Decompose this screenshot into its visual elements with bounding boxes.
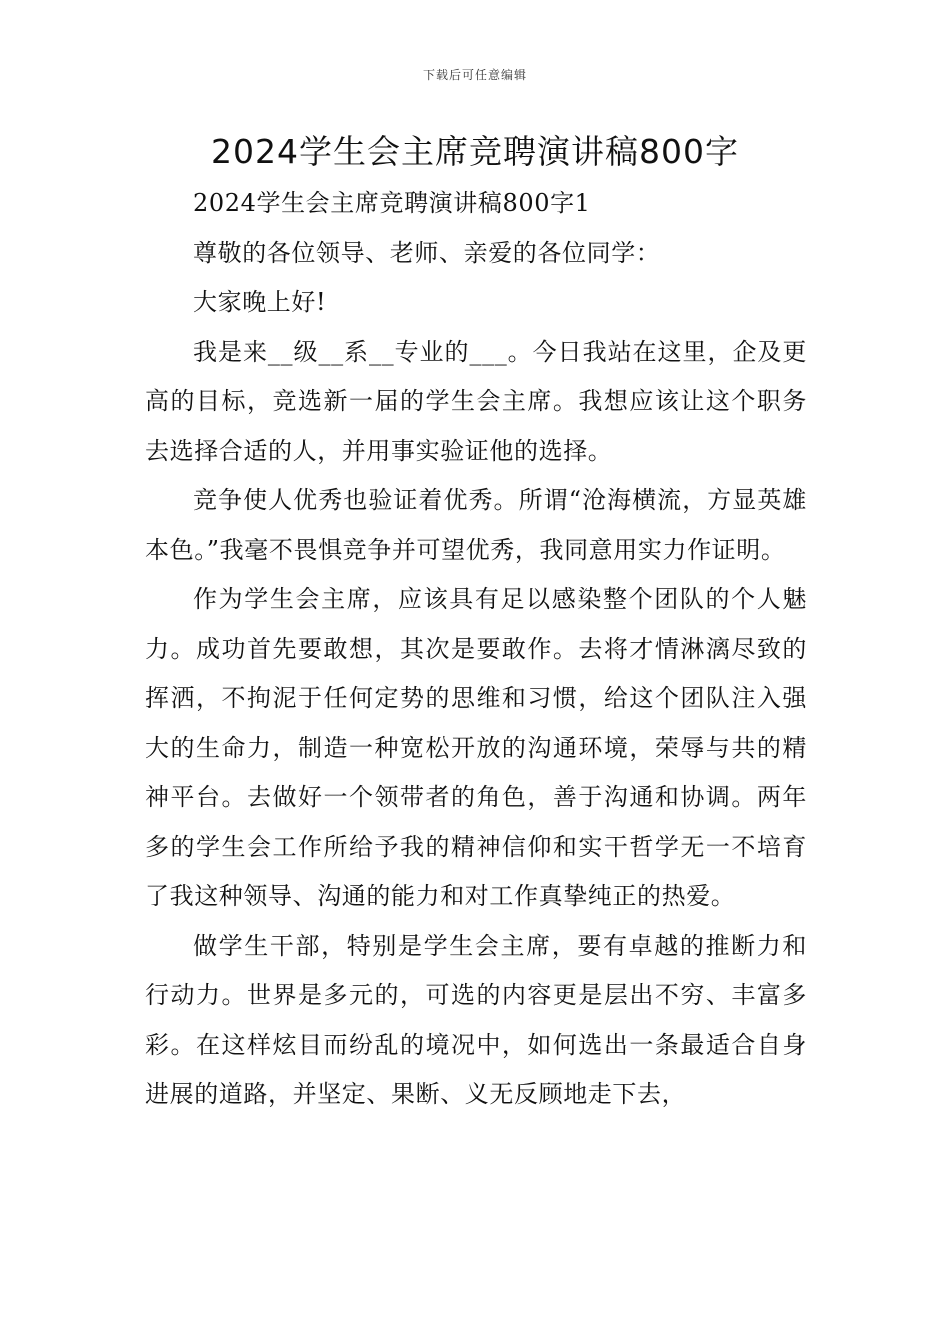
header-note: 下载后可任意编辑 [422,68,527,82]
greeting-paragraph: 大家晚上好! [193,288,327,316]
body-paragraph: 竞争使人优秀也验证着优秀。所谓“沧海横流，方显英雄本色。”我毫不畏惧竞争并可望优秀，我同意用实力作证明。 [145,486,807,564]
document-title: 2024学生会主席竞聘演讲稿800字 [211,132,739,171]
subtitle-paragraph: 2024学生会主席竞聘演讲稿800字1 [193,189,591,217]
body-paragraph: 做学生干部，特别是学生会主席，要有卓越的推断力和行动力。世界是多元的，可选的内容更是层出不穷、丰富多彩。在这样炫目而纷乱的境况中，如何选出一条最适合自身进展的道路，并坚定、果断、义无反顾地走下去， [145,931,807,1108]
body-paragraph: 我是来__级__系__专业的___。今日我站在这里，企及更高的目标，竞选新一届的学生会主席。我想应该让这个职务去选择合适的人，并用事实验证他的选择。 [145,337,807,465]
salutation-paragraph: 尊敬的各位领导、老师、亲爱的各位同学： [193,238,661,267]
body-paragraph: 作为学生会主席，应该具有足以感染整个团队的个人魅力。成功首先要敢想，其次是要敢作。去将才情淋漓尽致的挥洒，不拘泥于任何定势的思维和习惯，给这个团队注入强大的生命力，制造一种宽松开放的沟通环境，荣辱与共的精神平台。去做好一个领带者的角色，善于沟通和协调。两年多的学生会工作所给予我的精神信仰和实干哲学无一不培育了我这种领导、沟通的能力和对工作真挚纯正的热爱。 [145,585,807,910]
document-body [145,179,807,1120]
